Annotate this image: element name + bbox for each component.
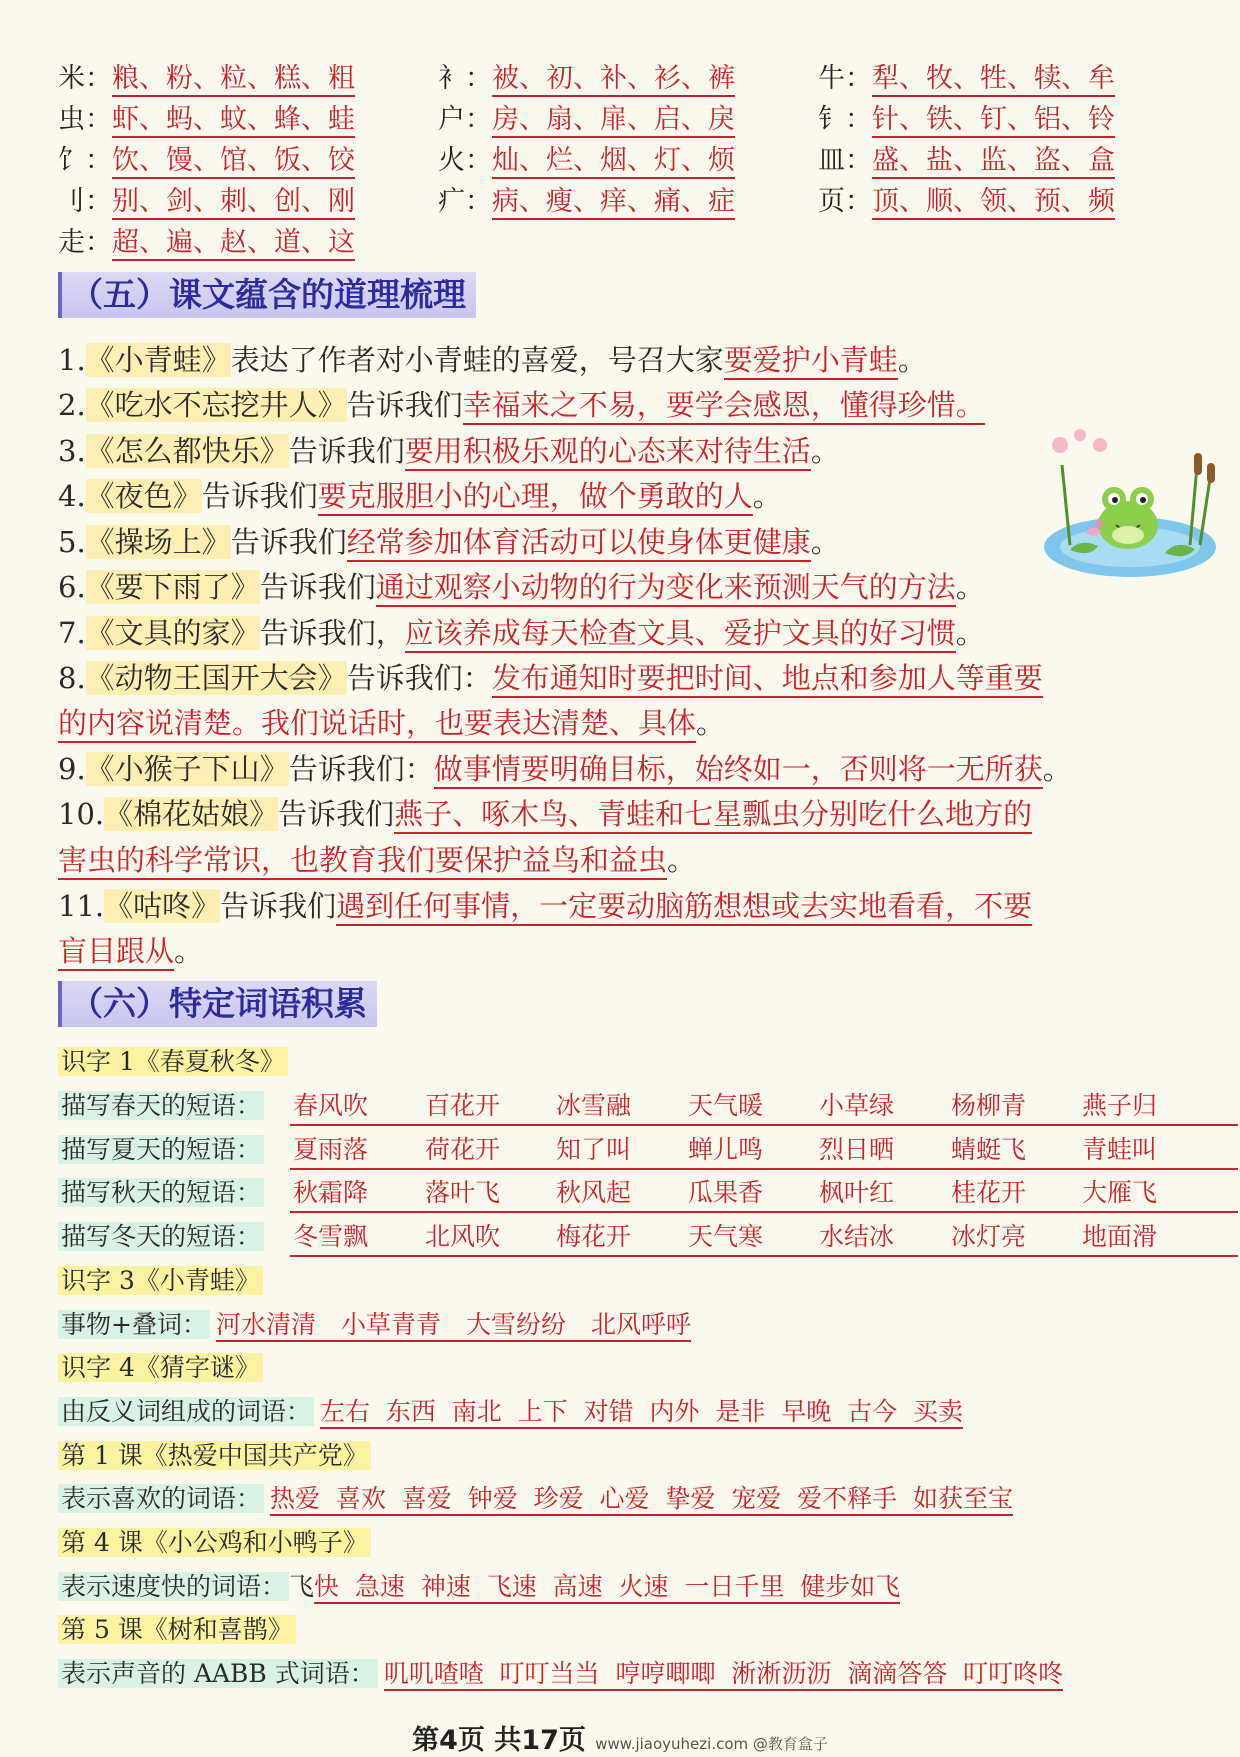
item-number: 2. bbox=[58, 388, 86, 422]
list-item bbox=[58, 338, 927, 382]
item-text: 告诉我们 bbox=[259, 570, 376, 604]
list-item bbox=[58, 429, 840, 473]
phrase: 大雁飞 bbox=[1082, 1178, 1158, 1207]
radical-chars: 顶、顺、领、预、频 bbox=[872, 186, 1115, 220]
lesson-heading-text: 第 4 课《小公鸡和小鸭子》 bbox=[58, 1528, 371, 1557]
radical: 衤： bbox=[438, 63, 492, 94]
section-6-heading: （六）特定词语积累 bbox=[58, 981, 377, 1027]
page-number: 第4页 共17页 bbox=[412, 1725, 586, 1756]
item-end: 。 bbox=[696, 706, 726, 740]
list-item-continuation bbox=[58, 701, 725, 745]
lesson-heading bbox=[58, 1348, 263, 1388]
list-item-continuation bbox=[58, 838, 696, 882]
item-answer: 要爱护小青蛙 bbox=[724, 343, 898, 380]
phrase: 杨柳青 bbox=[951, 1091, 1027, 1120]
phrase: 北风吹 bbox=[425, 1222, 501, 1251]
item-text: 告诉我们： bbox=[346, 661, 492, 695]
item-text: 告诉我们 bbox=[201, 479, 318, 513]
vocab-words: 叽叽喳喳 叮叮当当 哼哼唧唧 淅淅沥沥 滴滴答答 叮叮咚咚 bbox=[384, 1659, 1063, 1691]
radical: 火： bbox=[438, 145, 492, 176]
list-item bbox=[58, 611, 985, 655]
lesson-heading bbox=[58, 1042, 288, 1082]
list-item bbox=[58, 884, 1032, 928]
list-item bbox=[58, 474, 782, 518]
radical: 页： bbox=[818, 186, 872, 217]
list-item-continuation bbox=[58, 929, 203, 973]
phrase: 落叶飞 bbox=[425, 1178, 501, 1207]
radical: 刂： bbox=[58, 186, 112, 217]
radical: 虫： bbox=[58, 104, 112, 135]
vocab-label: 事物+叠词： bbox=[58, 1310, 210, 1339]
phrase: 梅花开 bbox=[556, 1222, 632, 1251]
item-answer: 发布通知时要把时间、地点和参加人等重要 bbox=[492, 661, 1043, 698]
season-label: 描写秋天的短语： bbox=[58, 1178, 264, 1207]
item-text: 告诉我们 bbox=[288, 434, 405, 468]
radical: 米： bbox=[58, 63, 112, 94]
lesson-title: 《文具的家》 bbox=[85, 616, 260, 650]
lesson-heading-text: 识字 3《小青蛙》 bbox=[58, 1266, 263, 1295]
lesson-title: 《操场上》 bbox=[85, 525, 231, 559]
phrase: 燕子归 bbox=[1082, 1091, 1158, 1120]
lesson-heading bbox=[58, 1436, 371, 1476]
watermark: www.jiaoyuhezi.com @教育盒子 bbox=[595, 1735, 828, 1753]
vocab-words: 热爱 喜欢 喜爱 钟爱 珍爱 心爱 挚爱 宠爱 爱不释手 如获至宝 bbox=[270, 1484, 1013, 1516]
section-5-heading: （五）课文蕴含的道理梳理 bbox=[58, 272, 476, 318]
phrase: 青蛙叫 bbox=[1082, 1135, 1158, 1164]
phrase: 小草绿 bbox=[819, 1091, 895, 1120]
item-number: 3. bbox=[58, 434, 86, 468]
item-end: 。 bbox=[1042, 752, 1072, 786]
lesson-heading-text: 识字 4《猜字谜》 bbox=[58, 1353, 263, 1382]
phrase: 秋风起 bbox=[556, 1178, 632, 1207]
vocab-label: 表示喜欢的词语： bbox=[58, 1484, 264, 1513]
item-end: 。 bbox=[810, 525, 840, 559]
item-answer: 燕子、啄木鸟、青蛙和七星瓢虫分别吃什么地方的 bbox=[394, 797, 1032, 834]
item-text: 告诉我们 bbox=[230, 525, 347, 559]
radical-chars: 粮、粉、粒、糕、粗 bbox=[112, 63, 355, 97]
lesson-title: 《夜色》 bbox=[85, 479, 202, 513]
item-answer: 要克服胆小的心理，做个勇敢的人 bbox=[318, 479, 753, 516]
radical: 皿： bbox=[818, 145, 872, 176]
radical: 饣： bbox=[58, 145, 112, 176]
vocab-row bbox=[58, 1305, 691, 1345]
lesson-title: 《小猴子下山》 bbox=[85, 752, 289, 786]
item-number: 10. bbox=[58, 797, 105, 831]
phrase: 冰雪融 bbox=[556, 1091, 632, 1120]
phrase: 地面滑 bbox=[1082, 1222, 1158, 1251]
lesson-title: 《动物王国开大会》 bbox=[85, 661, 347, 695]
item-text: 告诉我们 bbox=[278, 797, 395, 831]
phrase: 烈日晒 bbox=[819, 1135, 895, 1164]
radical-chars: 灿、烂、烟、灯、烦 bbox=[492, 145, 735, 179]
season-row bbox=[58, 1086, 1158, 1126]
radical-chars: 盛、盐、监、盗、盒 bbox=[872, 145, 1115, 179]
radical-chars: 犁、牧、牲、犊、牟 bbox=[872, 63, 1115, 97]
item-number: 1. bbox=[58, 343, 86, 377]
lesson-heading bbox=[58, 1523, 371, 1563]
page-footer bbox=[0, 1718, 1240, 1757]
radical-chars: 房、扇、扉、启、戾 bbox=[492, 104, 735, 138]
radical-chars: 别、剑、刺、创、刚 bbox=[112, 186, 355, 220]
item-number: 4. bbox=[58, 479, 86, 513]
phrase: 冬雪飘 bbox=[293, 1222, 369, 1251]
season-row bbox=[58, 1217, 1158, 1257]
list-item bbox=[58, 656, 1043, 700]
list-item bbox=[58, 383, 985, 427]
item-text: 告诉我们 bbox=[346, 388, 463, 422]
item-answer: 的内容说清楚。我们说话时，也要表达清楚、具体 bbox=[58, 706, 696, 743]
item-number: 5. bbox=[58, 525, 86, 559]
item-end: 。 bbox=[897, 343, 927, 377]
season-label: 描写春天的短语： bbox=[58, 1091, 264, 1120]
item-end: 。 bbox=[667, 843, 697, 877]
item-answer: 经常参加体育活动可以使身体更健康 bbox=[347, 525, 811, 562]
vocab-label: 表示速度快的词语： bbox=[58, 1572, 289, 1601]
phrase: 夏雨落 bbox=[293, 1135, 369, 1164]
radical: 牛： bbox=[818, 63, 872, 94]
vocab-words: 左右 东西 南北 上下 对错 内外 是非 早晚 古今 买卖 bbox=[320, 1397, 963, 1429]
phrase: 百花开 bbox=[425, 1091, 501, 1120]
vocab-row bbox=[58, 1567, 900, 1607]
phrase: 枫叶红 bbox=[819, 1178, 895, 1207]
item-number: 9. bbox=[58, 752, 86, 786]
item-number: 6. bbox=[58, 570, 86, 604]
phrase: 蝉儿鸣 bbox=[688, 1135, 764, 1164]
item-answer: 害虫的科学常识，也教育我们要保护益鸟和益虫 bbox=[58, 843, 667, 880]
phrase: 蜻蜓飞 bbox=[951, 1135, 1027, 1164]
radical: 户： bbox=[438, 104, 492, 135]
item-answer: 遇到任何事情，一定要动脑筋想想或去实地看看，不要 bbox=[336, 889, 1032, 926]
radical-chars: 虾、蚂、蚊、蜂、蛙 bbox=[112, 104, 355, 138]
phrase: 天气寒 bbox=[688, 1222, 764, 1251]
lesson-heading-text: 第 1 课《热爱中国共产党》 bbox=[58, 1441, 371, 1470]
item-answer: 做事情要明确目标，始终如一，否则将一无所获 bbox=[434, 752, 1043, 789]
vocab-words: 快 急速 神速 飞速 高速 火速 一日千里 健步如飞 bbox=[314, 1572, 900, 1604]
lesson-heading bbox=[58, 1261, 263, 1301]
radical-chars: 超、遍、赵、道、这 bbox=[112, 227, 355, 261]
item-end: 。 bbox=[955, 570, 985, 604]
item-number: 7. bbox=[58, 616, 86, 650]
item-number: 11. bbox=[58, 889, 105, 923]
item-end: 。 bbox=[752, 479, 782, 513]
item-answer: 通过观察小动物的行为变化来预测天气的方法 bbox=[376, 570, 956, 607]
radical-chars: 病、瘦、痒、痛、症 bbox=[492, 186, 735, 220]
vocab-row bbox=[58, 1392, 963, 1432]
phrase: 桂花开 bbox=[951, 1178, 1027, 1207]
radical: 钅： bbox=[818, 104, 872, 135]
list-item bbox=[58, 565, 985, 609]
lesson-title: 《小青蛙》 bbox=[85, 343, 231, 377]
season-label: 描写冬天的短语： bbox=[58, 1222, 264, 1251]
radical: 疒： bbox=[438, 186, 492, 217]
list-item bbox=[58, 747, 1072, 791]
phrase: 春风吹 bbox=[293, 1091, 369, 1120]
lesson-title: 《咕咚》 bbox=[104, 889, 221, 923]
lesson-heading-text: 第 5 课《树和喜鹊》 bbox=[58, 1615, 296, 1644]
item-answer: 要用积极乐观的心态来对待生活 bbox=[405, 434, 811, 471]
item-end: 。 bbox=[955, 616, 985, 650]
item-end: 。 bbox=[810, 434, 840, 468]
phrase: 秋霜降 bbox=[293, 1178, 369, 1207]
phrase: 瓜果香 bbox=[688, 1178, 764, 1207]
item-answer: 幸福来之不易，要学会感恩，懂得珍惜。 bbox=[463, 388, 985, 425]
vocab-row bbox=[58, 1654, 1063, 1694]
lesson-heading bbox=[58, 1610, 296, 1650]
lesson-title: 《吃水不忘挖井人》 bbox=[85, 388, 347, 422]
phrase: 荷花开 bbox=[425, 1135, 501, 1164]
season-label: 描写夏天的短语： bbox=[58, 1135, 264, 1164]
radical-chars: 被、初、补、衫、裤 bbox=[492, 63, 735, 97]
item-text: 告诉我们， bbox=[259, 616, 405, 650]
radical-chars: 饮、馒、馆、饭、饺 bbox=[112, 145, 355, 179]
radical-chars: 针、铁、钉、铝、铃 bbox=[872, 104, 1115, 138]
season-row bbox=[58, 1173, 1158, 1213]
lesson-title: 《怎么都快乐》 bbox=[85, 434, 289, 468]
item-text: 表达了作者对小青蛙的喜爱，号召大家 bbox=[230, 343, 724, 377]
item-answer: 盲目跟从 bbox=[58, 934, 174, 971]
radical: 走： bbox=[58, 227, 112, 258]
list-item bbox=[58, 792, 1032, 836]
vocab-prefix: 飞 bbox=[289, 1572, 315, 1601]
vocab-row bbox=[58, 1479, 1013, 1519]
vocab-label: 表示声音的 AABB 式词语： bbox=[58, 1659, 378, 1688]
frog-pond-illustration bbox=[1040, 425, 1220, 585]
phrase: 冰灯亮 bbox=[951, 1222, 1027, 1251]
item-answer: 应该养成每天检查文具、爱护文具的好习惯 bbox=[405, 616, 956, 653]
lesson-title: 《要下雨了》 bbox=[85, 570, 260, 604]
item-number: 8. bbox=[58, 661, 86, 695]
lesson-title: 《棉花姑娘》 bbox=[104, 797, 279, 831]
phrase: 天气暖 bbox=[688, 1091, 764, 1120]
phrase: 水结冰 bbox=[819, 1222, 895, 1251]
lesson-heading-text: 识字 1《春夏秋冬》 bbox=[58, 1047, 288, 1076]
vocab-label: 由反义词组成的词语： bbox=[58, 1397, 314, 1426]
list-item bbox=[58, 520, 840, 564]
season-row bbox=[58, 1130, 1158, 1170]
vocab-words: 河水清清 小草青青 大雪纷纷 北风呼呼 bbox=[216, 1310, 691, 1342]
item-text: 告诉我们： bbox=[288, 752, 434, 786]
phrase: 知了叫 bbox=[556, 1135, 632, 1164]
item-text: 告诉我们 bbox=[220, 889, 337, 923]
item-end: 。 bbox=[174, 934, 204, 968]
